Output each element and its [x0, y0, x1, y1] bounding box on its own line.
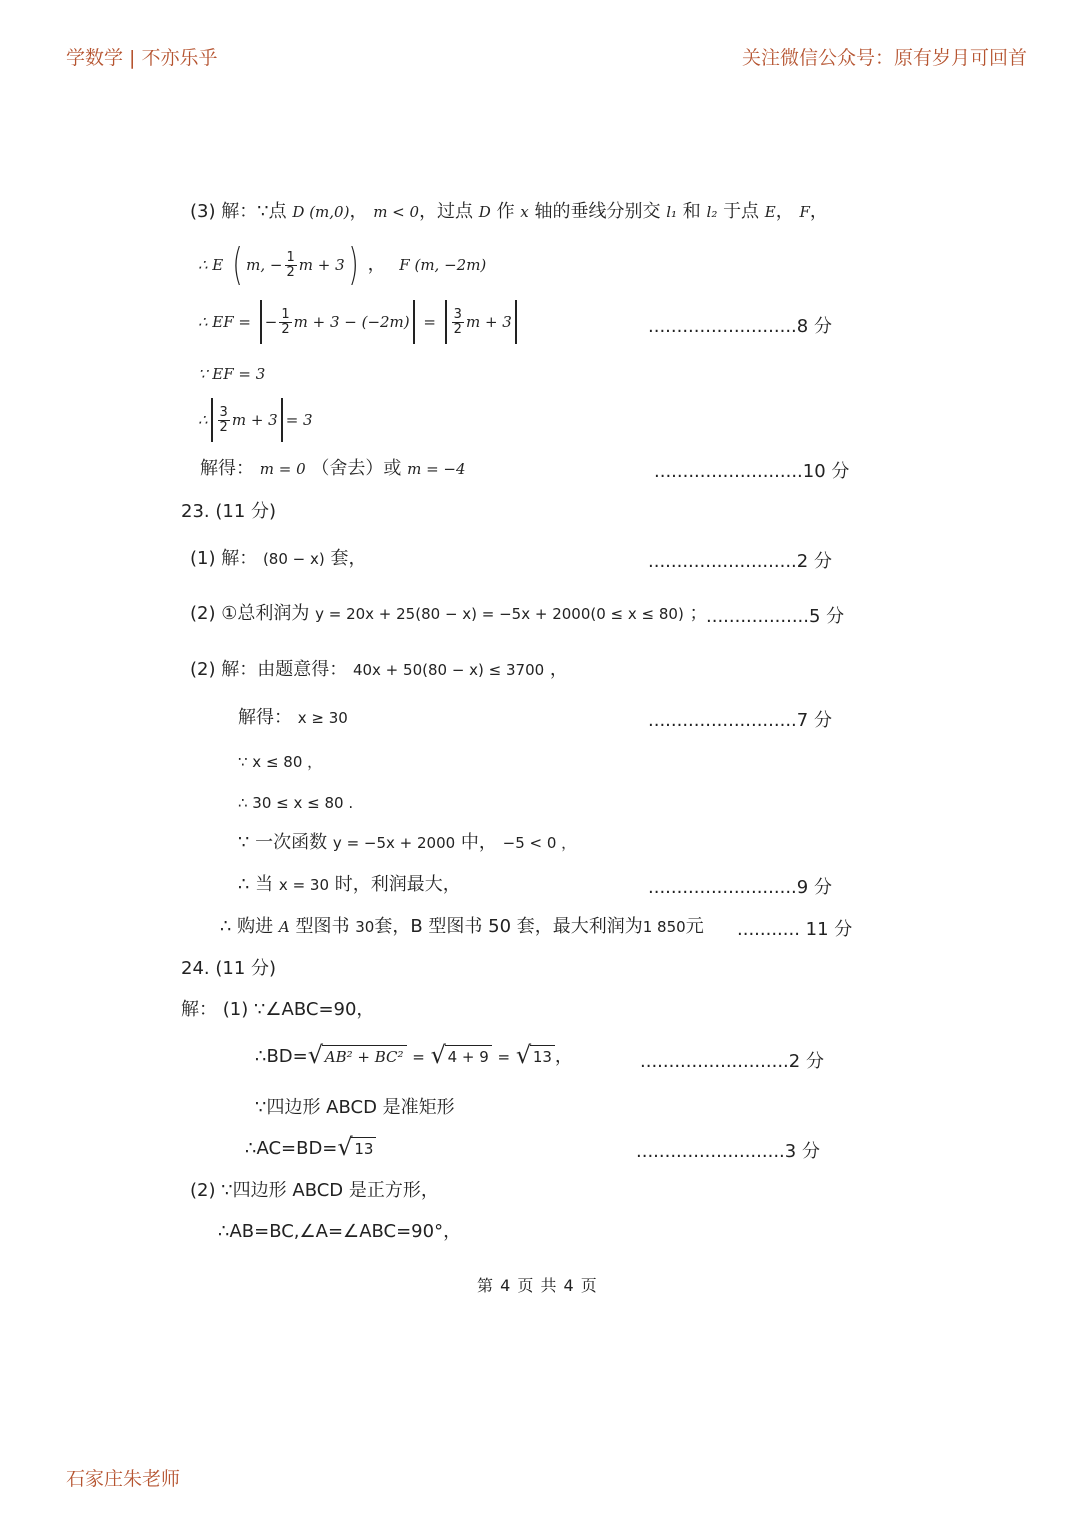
score-3: ..........................3 分	[636, 1141, 820, 1162]
q22-p3-intro: (3) 解：∵点 D (m,0)， m < 0，过点 D 作 x 轴的垂线分别交 l₁ 和 l₂ 于点 E， F，	[190, 201, 828, 222]
score-2b: ..........................2 分	[640, 1051, 824, 1072]
q23-step-max: ∴ 当 x = 30 时，利润最大，	[238, 874, 461, 895]
score-9: ..........................9 分	[648, 877, 832, 898]
q22-line-abs-eq: ∴ $\frac{3}{2}$ m + 3 = 3	[198, 398, 313, 442]
page-number: 第 4 页 共 4 页	[477, 1276, 598, 1295]
q24-line6: ∴AB=BC,∠A=∠ABC=90°，	[218, 1221, 462, 1242]
q23-step-range: ∴ 30 ≤ x ≤ 80 .	[238, 794, 354, 812]
q23-conclusion: ∴ 购进 A 型图书 30套，B 型图书 50 套，最大利润为1 850元	[220, 916, 704, 937]
q23-step-linear: ∵ 一次函数 y = −5x + 2000 中， −5 < 0 ，	[238, 832, 577, 853]
q24-line-AC: ∴AC=BD= √ 13	[245, 1137, 376, 1161]
q24-line1: 解： (1) ∵∠ABC=90，	[181, 999, 375, 1020]
sqrt-13: √ 13	[516, 1045, 555, 1069]
score-10: ..........................10 分	[654, 461, 850, 482]
q22-line-EF: ∴ EF = − $\frac{1}{2}$ m + 3 − (−2m) = $\frac{3}{2}$ m + 3	[198, 300, 520, 344]
sqrt-13b: √ 13	[337, 1137, 376, 1161]
score-11: ........... 11 分	[737, 919, 853, 940]
q24-part2: (2) ∵四边形 ABCD 是正方形，	[190, 1180, 439, 1201]
q23-part2-solve: (2) 解：由题意得： 40x + 50(80 − x) ≤ 3700 ，	[190, 659, 568, 680]
score-8: ..........................8 分	[648, 316, 832, 337]
q24-title: 24. (11 分)	[181, 958, 277, 979]
q22-solution: 解得： m = 0 （舍去）或 m = −4	[200, 458, 466, 479]
q23-part2: (2) ①总利润为 y = 20x + 25(80 − x) = −5x + 2000(0 ≤ x ≤ 80) ；	[190, 603, 708, 624]
fraction-half: $\frac{1}{2}$	[286, 249, 295, 280]
score-7: ..........................7 分	[648, 710, 832, 731]
sqrt-ab2-bc2: √ AB² + BC²	[308, 1045, 407, 1069]
q23-title: 23. (11 分)	[181, 501, 277, 522]
header-right: 关注微信公众号：原有岁月可回首	[742, 47, 1028, 69]
q24-line-BD: ∴BD= √ AB² + BC² = √ 4 + 9 = √ 13 ，	[255, 1041, 573, 1069]
q22-line-E: ∴ E ( m, − $\frac{1}{2}$ m + 3) ， F (m, −2m)	[198, 239, 487, 290]
score-2: ..........................2 分	[648, 551, 832, 572]
q23-step-x80: ∵ x ≤ 80 ，	[238, 753, 323, 771]
header-left: 学数学 | 不亦乐乎	[66, 47, 218, 69]
score-5: ..................5 分	[706, 606, 845, 627]
footer-author: 石家庄朱老师	[66, 1468, 181, 1490]
sqrt-4-9: √ 4 + 9	[431, 1045, 492, 1069]
q22-line-EF-eq3: ∵ EF = 3	[198, 365, 266, 383]
q23-part1: (1) 解： (80 − x) 套，	[190, 548, 367, 569]
q23-step-x30: 解得： x ≥ 30	[238, 707, 348, 728]
q24-line3: ∵四边形 ABCD 是准矩形	[255, 1097, 455, 1118]
